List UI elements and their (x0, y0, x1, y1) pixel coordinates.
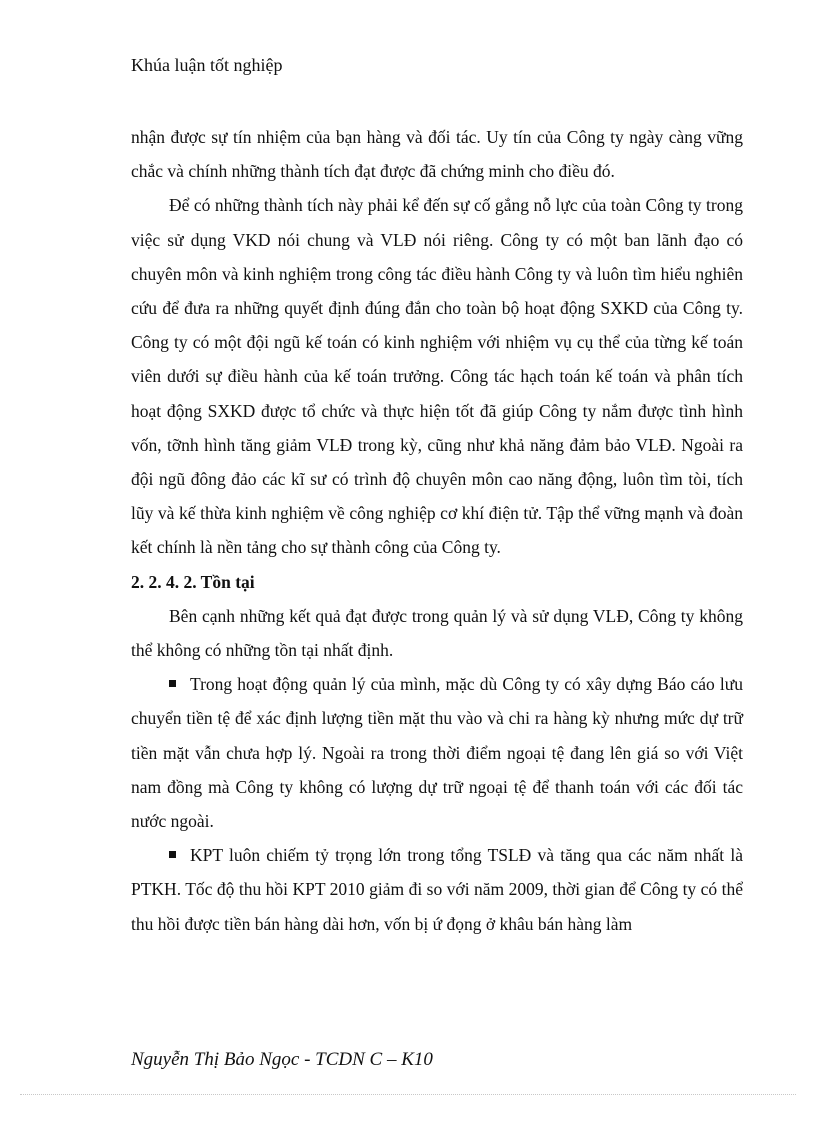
square-bullet-icon (169, 680, 176, 687)
bullet-text: KPT luôn chiếm tỷ trọng lớn trong tổng TSLĐ và tăng qua các năm nhất là PTKH. Tốc độ thu hồi KPT 2010 giảm đi so với năm 2009, thời gian để Công ty có thể thu hồi được tiền bán hàng dài hơn, vốn bị ứ đọng ở khâu bán hàng làm (131, 845, 743, 934)
paragraph-achievements: Để có những thành tích này phải kể đến sự cố gắng nỗ lực của toàn Công ty trong việc sử dụng VKD nói chung và VLĐ nói riêng. Công ty có một ban lãnh đạo có chuyên môn và kinh nghiệm trong công tác điều hành Công ty và luôn tìm hiểu nghiên cứu để đưa ra những quyết định đúng đắn cho toàn bộ hoạt động SXKD của Công ty. Công ty có một đội ngũ kế toán có kinh nghiệm với nhiệm vụ cụ thể của từng kế toán viên dưới sự điều hành của kế toán trưởng. Công tác hạch toán kế toán và phân tích hoạt động SXKD được tổ chức và thực hiện tốt đã giúp Công ty nắm được tình hình vốn, tỡnh hình tăng giảm VLĐ trong kỳ, cũng như khả năng đảm bảo VLĐ. Ngoài ra đội ngũ đông đảo các kĩ sư có trình độ chuyên môn cao năng động, luôn tìm tòi, tích lũy và kế thừa kinh nghiệm về công nghiệp cơ khí điện tử. Tập thể vững mạnh và đoàn kết chính là nền tảng cho sự thành công của Công ty. (131, 195, 743, 558)
square-bullet-icon (169, 851, 176, 858)
footer-divider (20, 1094, 796, 1095)
section-heading: 2. 2. 4. 2. Tồn tại (131, 571, 255, 592)
bullet-item-receivables (131, 838, 743, 941)
bullet-text: Trong hoạt động quản lý của mình, mặc dù Công ty có xây dựng Báo cáo lưu chuyển tiền tệ để xác định lượng tiền mặt thu vào và chi ra hàng kỳ nhưng mức dự trữ tiền mặt vẫn chưa hợp lý. Ngoài ra trong thời điểm ngoại tệ đang lên giá so với Việt nam đồng mà Công ty không có lượng dự trữ ngoại tệ để thanh toán với các đối tác nước ngoài. (131, 674, 743, 832)
bullet-item-cash-reserve (131, 667, 743, 838)
page-header: Khúa luận tốt nghiệp (131, 55, 283, 75)
page-footer: Nguyễn Thị Bảo Ngọc - TCDN C – K10 (131, 1049, 433, 1070)
document-body (131, 120, 743, 941)
paragraph-intro-limitations: Bên cạnh những kết quả đạt được trong quản lý và sử dụng VLĐ, Công ty không thể không có những tồn tại nhất định. (131, 605, 743, 661)
paragraph-continuation: nhận được sự tín nhiệm của bạn hàng và đối tác. Uy tín của Công ty ngày càng vững chắc và chính những thành tích đạt được đã chứng minh cho điều đó. (131, 127, 743, 182)
